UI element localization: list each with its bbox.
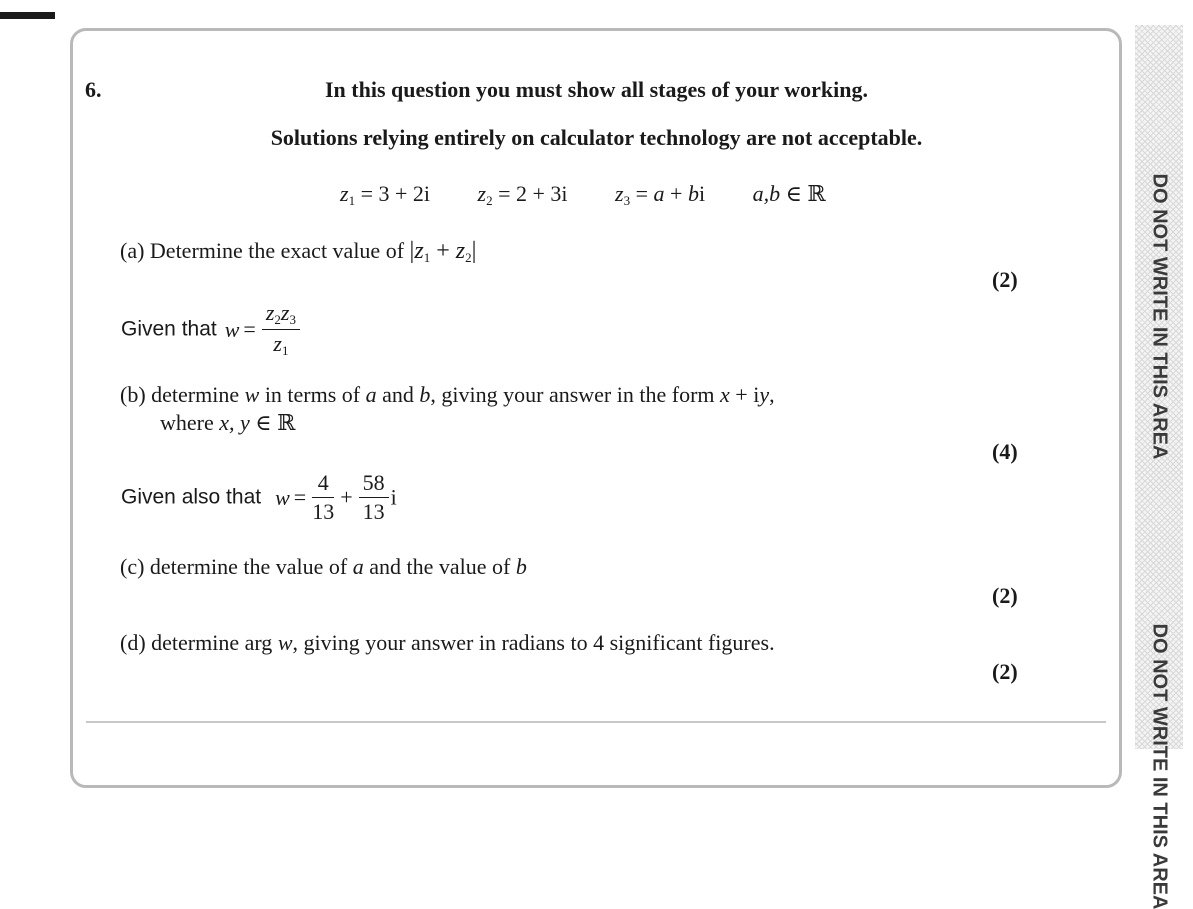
fraction-real: $\frac{4}{13}$: [312, 470, 335, 524]
answer-line: [86, 721, 1106, 723]
question-number: 6.: [85, 77, 102, 102]
part-a-marks: (2): [992, 267, 1018, 292]
given-z3: $z_3 = a$ + bi: [615, 181, 706, 208]
part-b-line-2: where x, y ∈ ℝ: [160, 410, 296, 435]
answer-form: x + iy,: [720, 382, 775, 407]
part-a: (a) Determine the exact value of $|z_1 + z_2|$: [120, 238, 477, 265]
fraction-imag: $\frac{58}{13}$: [359, 470, 389, 525]
do-not-write-label-1: DO NOT WRITE IN THIS AREA: [1148, 173, 1171, 460]
instruction-line-1-text: In this question you must show all stages of your working.: [325, 77, 868, 102]
givens-line: [340, 181, 826, 209]
part-b-marks: (4): [992, 439, 1018, 464]
instruction-line-2: Solutions relying entirely on calculator technology are not acceptable.: [270, 125, 923, 150]
given-w-line: Given that w = $\frac{z_2z_3}{z_1}$: [121, 300, 302, 359]
instruction-line-1: [0, 77, 1193, 103]
given-z1: $z_1 = 3 + 2i$: [340, 181, 431, 208]
given-also-line: Given also that w = $\frac{4}{13}$ + $\frac{58}{13}$ i: [121, 470, 397, 524]
part-d-marks: (2): [992, 659, 1018, 684]
do-not-write-label-2: DO NOT WRITE IN THIS AREA: [1148, 623, 1171, 909]
given-z2: $z_2 = 2 + 3i$: [477, 181, 568, 208]
given-set: a,b ∈ ℝ: [752, 181, 826, 206]
modulus-expression: $|z_1 + z_2|$: [409, 238, 477, 265]
part-c: (c) determine the value of a and the value of b: [120, 554, 527, 579]
part-b-line-1: (b) determine w in terms of a and b, giving your answer in the form x + iy,: [120, 382, 775, 407]
corner-bar: [0, 12, 55, 19]
part-c-marks: (2): [992, 583, 1018, 608]
part-d: (d) determine arg w, giving your answer in radians to 4 significant figures.: [120, 630, 775, 655]
w-fraction: $\frac{z_2z_3}{z_1}$: [262, 300, 300, 359]
margin-strip: [1135, 25, 1183, 909]
